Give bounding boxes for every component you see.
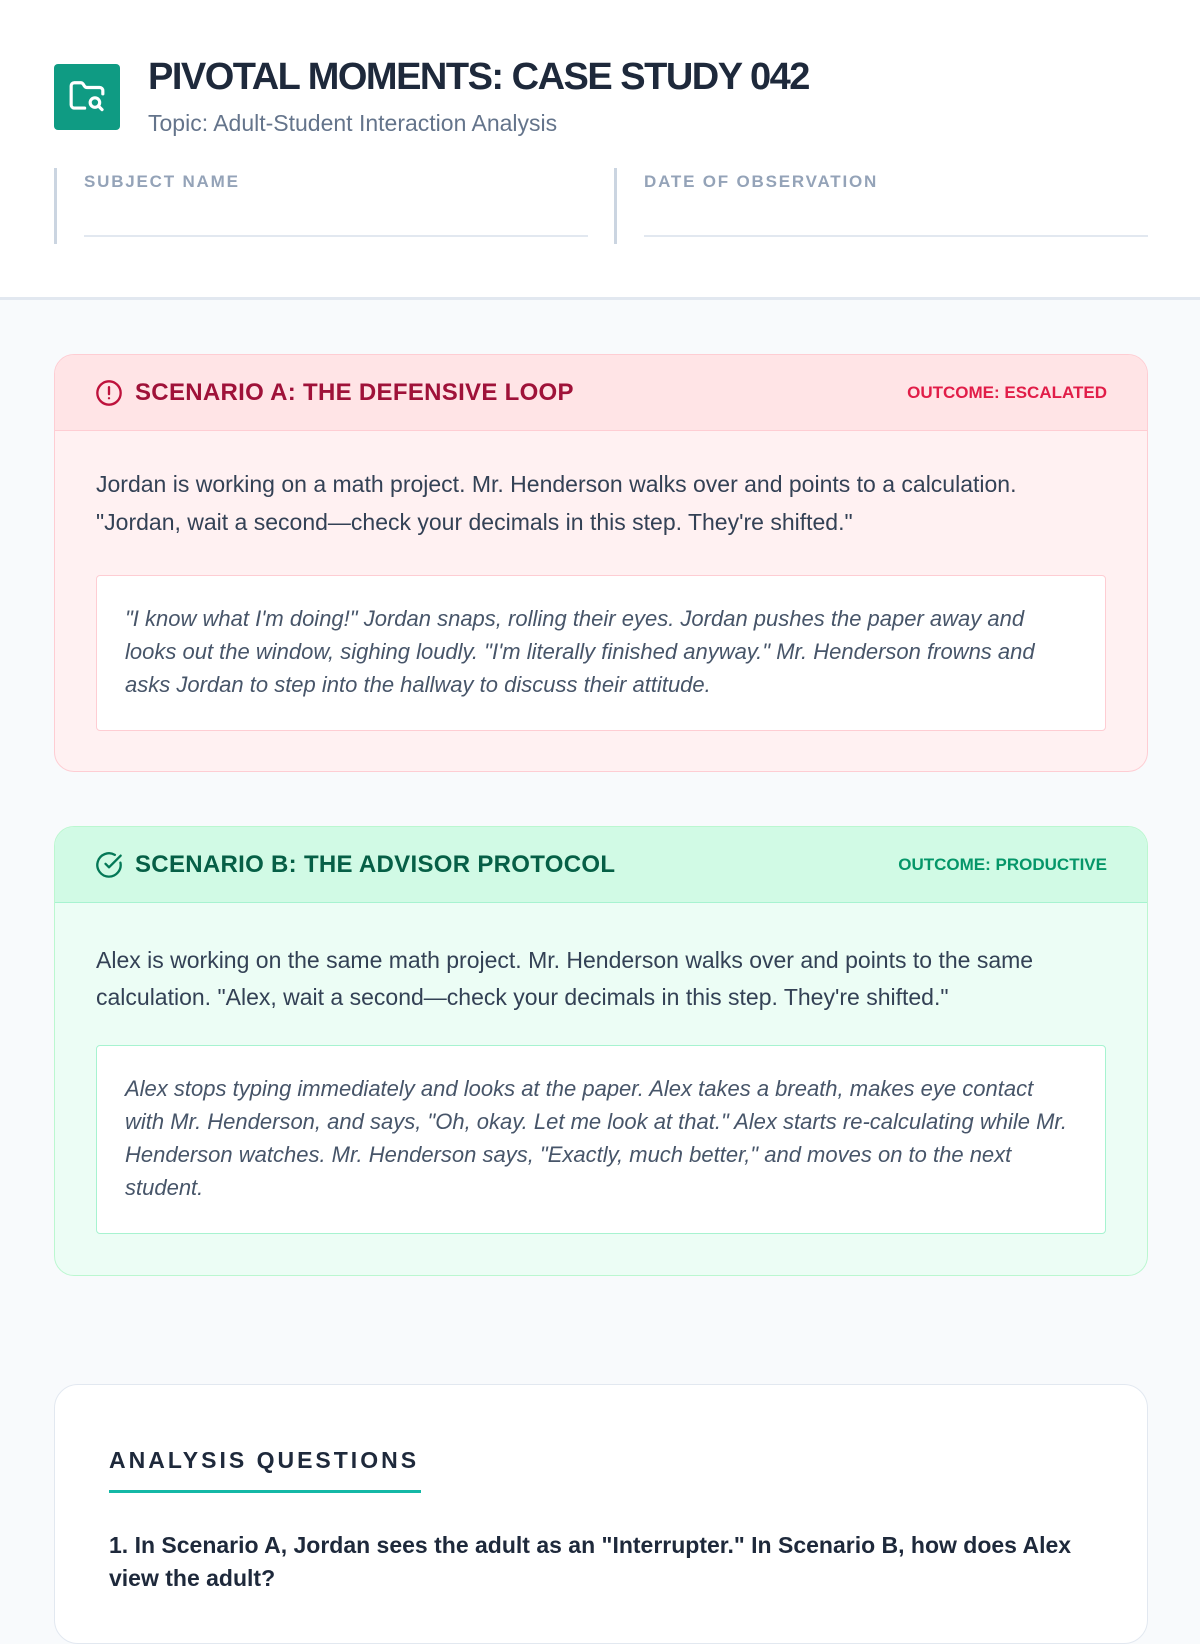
logo-badge	[54, 64, 120, 130]
folder-search-icon	[67, 78, 107, 116]
scenario-a-body: Jordan is working on a math project. Mr. Henderson walks over and points to a calculation. "Jordan, wait a second—check your decimals in this step. They're shifted."	[96, 471, 1017, 535]
subject-name-line[interactable]	[84, 235, 588, 237]
page-header	[0, 0, 1200, 300]
alert-circle-icon	[95, 379, 123, 407]
scenario-b-outcome-badge: OUTCOME: PRODUCTIVE	[898, 854, 1107, 874]
scenario-a-quote: "I know what I'm doing!" Jordan snaps, rolling their eyes. Jordan pushes the paper away and looks out the window, sighing loudly. "I'm literally finished anyway." Mr. Henderson frowns and asks Jordan to step into the hallway to discuss their attitude.	[96, 575, 1106, 731]
analysis-title-underline	[109, 1490, 421, 1493]
subject-name-field[interactable]	[54, 168, 588, 244]
date-of-observation-line[interactable]	[644, 235, 1148, 237]
analysis-question: 1. In Scenario A, Jordan sees the adult as an "Interrupter." In Scenario B, how does Alex view the adult?	[109, 1532, 1072, 1591]
check-circle-icon	[95, 851, 123, 879]
scenario-b-header	[55, 827, 1147, 903]
scenario-a-card	[54, 354, 1148, 772]
scenario-a-header	[55, 355, 1147, 431]
page-topic: Topic: Adult-Student Interaction Analysis	[148, 110, 558, 136]
scenario-a-outcome-badge: OUTCOME: ESCALATED	[907, 382, 1107, 402]
analysis-title: ANALYSIS QUESTIONS	[109, 1447, 420, 1473]
scenario-b-title: SCENARIO B: THE ADVISOR PROTOCOL	[135, 850, 616, 878]
scenario-b-body: Alex is working on the same math project. Mr. Henderson walks over and points to the same calculation. "Alex, wait a second—check your decimals in this step. They're shifted."	[96, 947, 1034, 1010]
page-title: PIVOTAL MOMENTS: CASE STUDY 042	[148, 56, 809, 98]
date-of-observation-label: DATE OF OBSERVATION	[644, 172, 879, 191]
analysis-card	[54, 1384, 1148, 1644]
subject-name-label: SUBJECT NAME	[84, 172, 240, 191]
scenario-b-card	[54, 826, 1148, 1276]
scenario-b-quote: Alex stops typing immediately and looks at the paper. Alex takes a breath, makes eye contact with Mr. Henderson, and says, "Oh, okay. Let me look at that." Alex starts re-calculating while Mr. Henderson watches. Mr. Henderson says, "Exactly, much better," and moves on to the next student.	[96, 1045, 1106, 1234]
scenario-a-title: SCENARIO A: THE DEFENSIVE LOOP	[135, 378, 574, 406]
date-of-observation-field[interactable]	[614, 168, 1148, 244]
